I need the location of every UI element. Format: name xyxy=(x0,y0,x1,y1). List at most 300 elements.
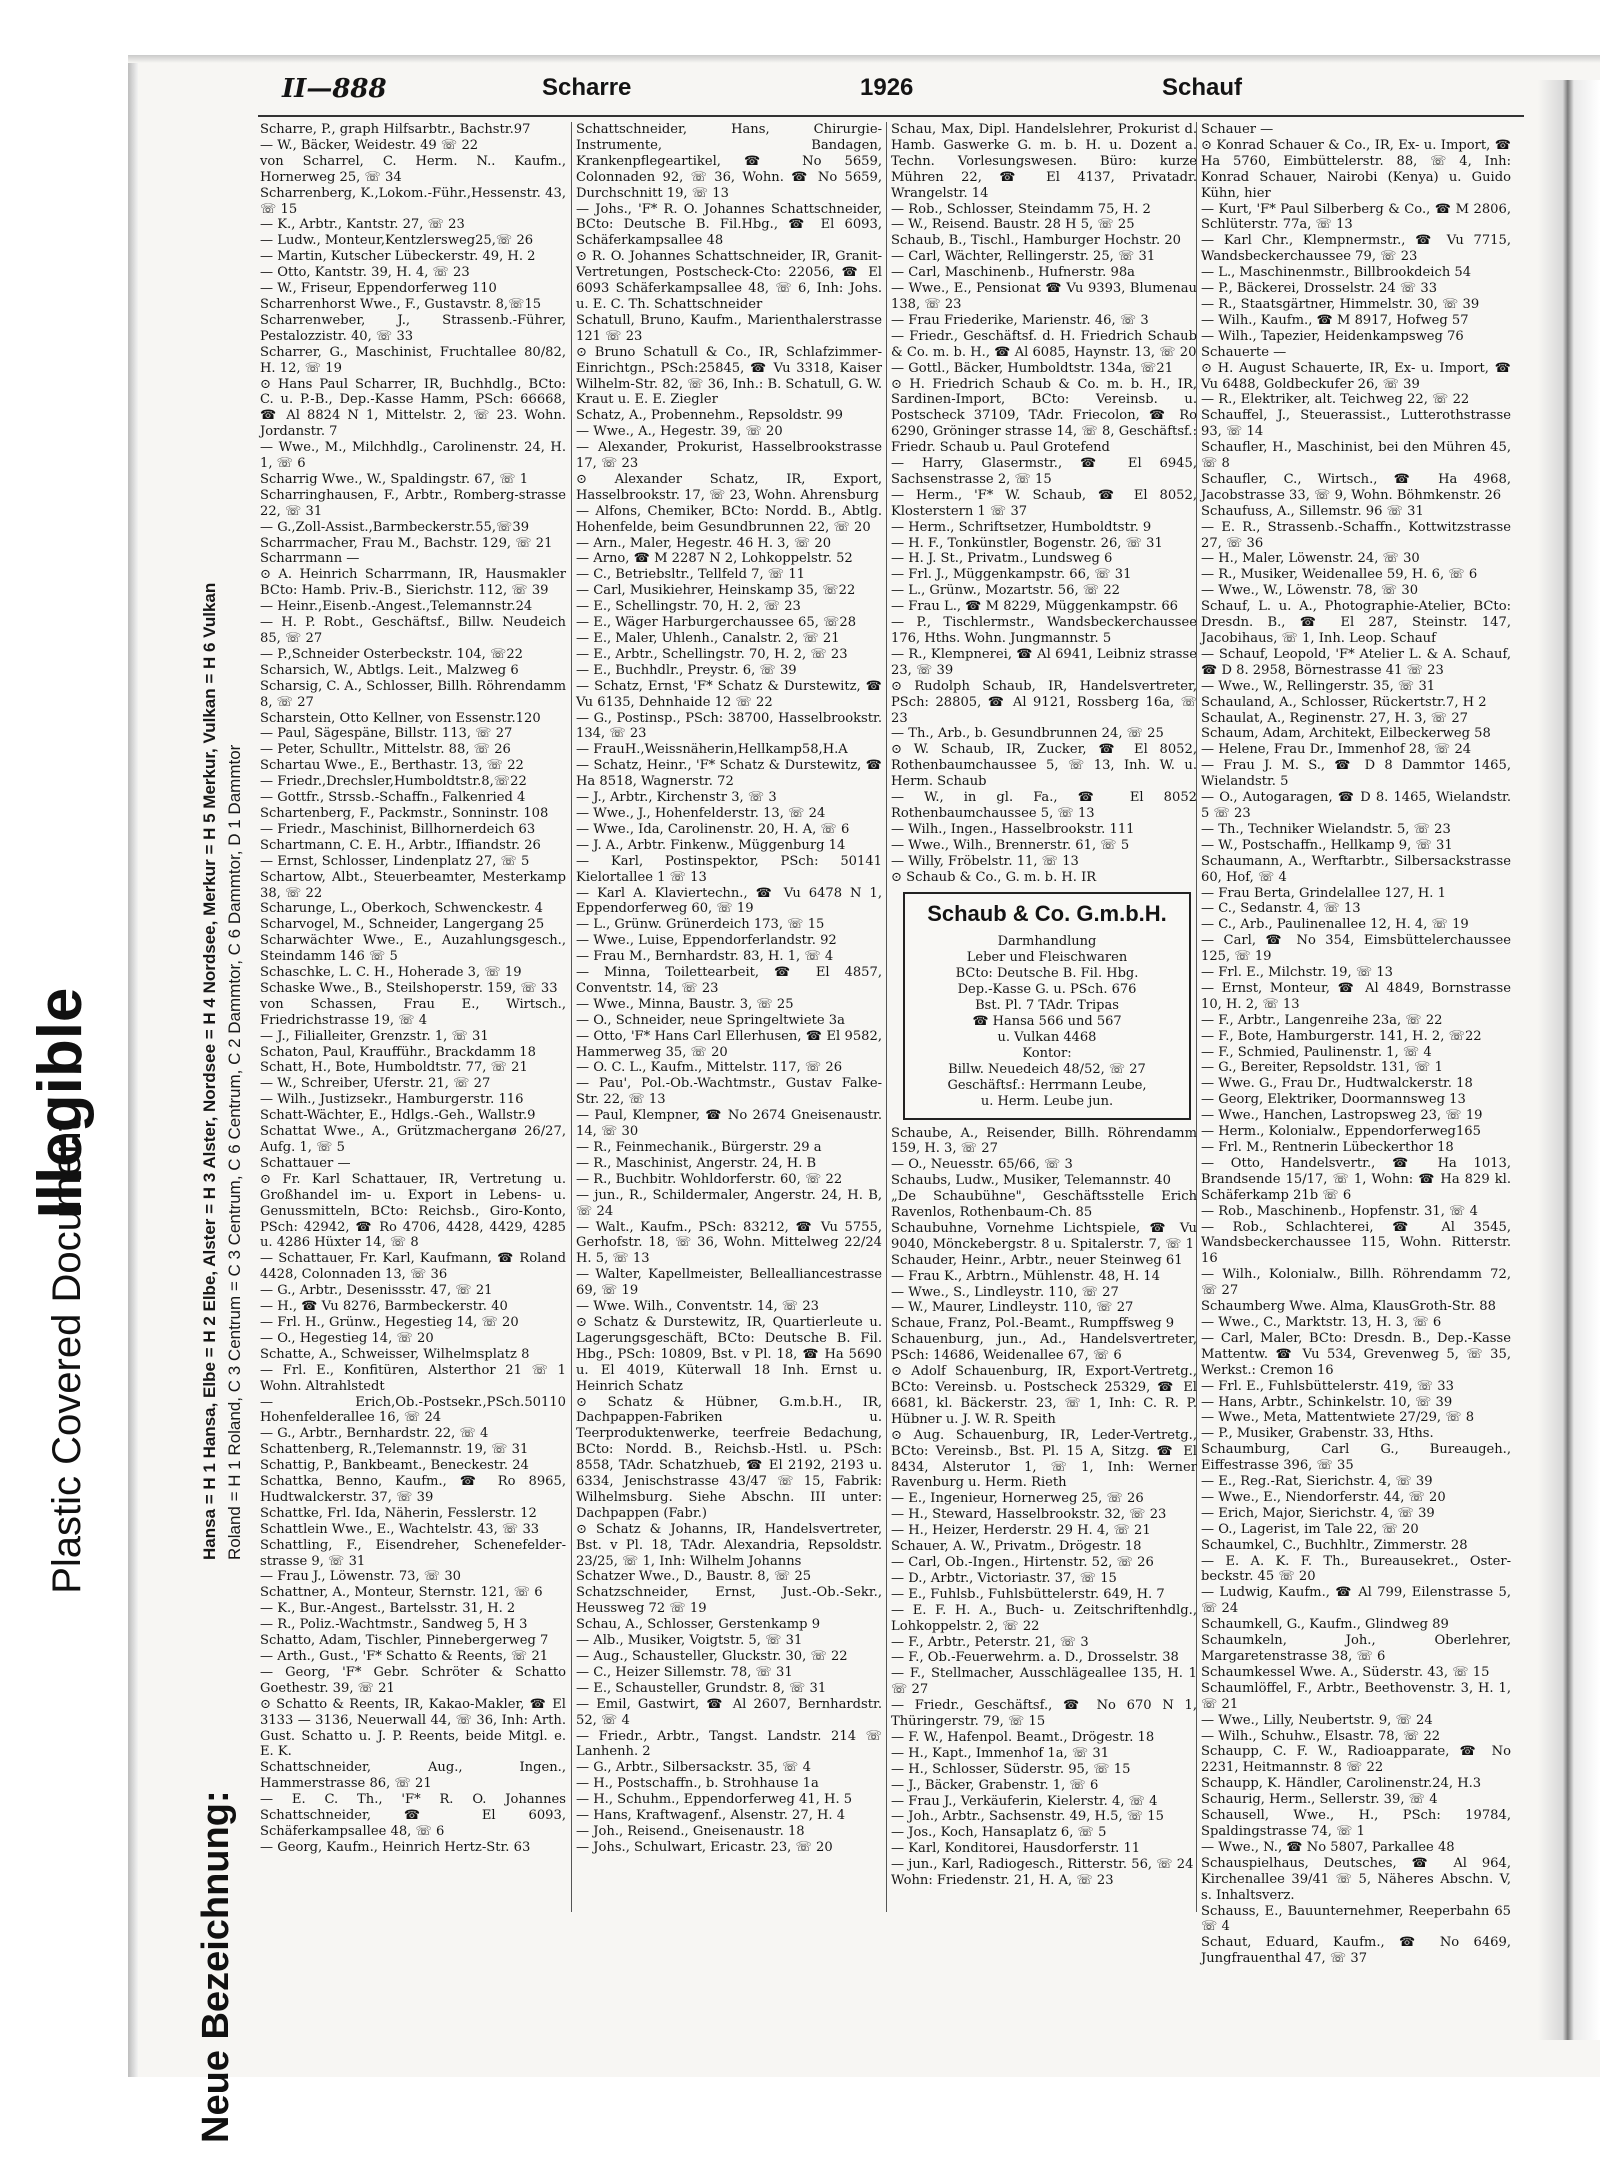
directory-entry: Schau, Max, Dipl. Handelslehrer, Prokurist d. Hamb. Gaswerke G. m. b. H. u. Dozent a. Techn. Vorlesungswesen. Büro: kurze Mühren 22, ☎ El 4137, Privatadr. Wrangelstr. 14 xyxy=(891,122,1197,201)
directory-entry: — G., Arbtr., Bernhardstr. 22, ☏ 4 xyxy=(260,1426,489,1442)
directory-entry: — Wwe., E., Niendorferstr. 44, ☏ 20 xyxy=(1201,1489,1446,1505)
directory-column-2 xyxy=(576,122,882,1922)
directory-entry: — Frl. E., Milchstr. 19, ☏ 13 xyxy=(1201,965,1394,981)
directory-entry: Schaulat, A., Reginenstr. 27, H. 3, ☏ 27 xyxy=(1201,710,1468,726)
directory-entry: Schaube, A., Reisender, Billh. Röhrendamm 159, H. 3, ☏ 27 xyxy=(891,1125,1197,1157)
page-edge-left xyxy=(128,55,138,2077)
directory-entry: — Friedr., Maschinist, Billhornerdeich 63 xyxy=(260,821,536,837)
directory-entry: — jun., R., Schildermaler, Angerstr. 24, H. B, ☏ 24 xyxy=(576,1187,882,1219)
directory-entry: Schaumberg Wwe. Alma, KlausGroth-Str. 88 xyxy=(1201,1299,1496,1315)
directory-entry: Schaumkeln, Joh., Oberlehrer, Margaretenstrasse 38, ☏ 6 xyxy=(1201,1633,1511,1664)
directory-entry: — Ludw., Monteur,Kentzlersweg25,☏ 26 xyxy=(260,233,534,249)
directory-entry: — C., Arb., Paulinenallee 12, H. 4, ☏ 19 xyxy=(1201,917,1469,933)
directory-entry: Schattka, Benno, Kaufm., ☎ Ro 8965, Hudtwalckerstr. 37, ☏ 39 xyxy=(260,1474,566,1505)
directory-entry: Schatzer Wwe., D., Baustr. 8, ☏ 25 xyxy=(576,1569,812,1585)
directory-entry: — F., Schmied, Paulinenstr. 1, ☏ 4 xyxy=(1201,1044,1432,1060)
directory-entry: — W., Friseur, Eppendorferweg 110 xyxy=(260,281,497,297)
directory-entry: — Otto, Kantstr. 39, H. 4, ☏ 23 xyxy=(260,265,470,281)
exchange-names-line-2: Roland = H 1 Roland, C 3 Centrum = C 3 Centrum, C 6 Centrum, C 2 Dammtor, C 6 Dammtor, D 1 Dammtor xyxy=(225,744,244,1560)
directory-entry: Schartenberg, F., Packmstr., Sonninstr. 108 xyxy=(260,805,549,821)
directory-entry: — Frau J., Löwenstr. 73, ☏ 30 xyxy=(260,1569,461,1585)
directory-entry: — Frl. J., Müggenkampstr. 66, ☏ 31 xyxy=(891,567,1132,583)
directory-entry: — Wwe., Minna, Baustr. 3, ☏ 25 xyxy=(576,996,794,1012)
directory-entry: — R., Staatsgärtner, Himmelstr. 30, ☏ 39 xyxy=(1201,296,1480,312)
directory-entry: — E., Schausteller, Grundstr. 8, ☏ 31 xyxy=(576,1680,827,1696)
directory-entry: ⊙ Hans Paul Scharrer, IR, Buchhdlg., BCto: C. u. P.-B., Dep.-Kasse Hamm, PSch: 66668, ☎ Al 8824 N 1, Mittelstr. 2, ☏ 23. Wohn. Jordanstr. 7 xyxy=(260,376,566,440)
directory-entry: ⊙ W. Schaub, IR, Zucker, ☎ El 8052, Rothenbaumchaussee 5, ☏ 13, Inh. W. u. Herm. Schaub xyxy=(891,742,1197,790)
directory-entry: — C., Betriebsltr., Tellfeld 7, ☏ 11 xyxy=(576,567,805,583)
directory-entry: — Frau Berta, Grindelallee 127, H. 1 xyxy=(1201,885,1446,901)
directory-entry: — Heinr.,Eisenb.-Angest.,Telemannstr.24 xyxy=(260,599,533,615)
directory-entry: Scharvogel, M., Schneider, Langergang 25 xyxy=(260,917,545,933)
directory-entry: — G., Bereiter, Repsoldstr. 131, ☏ 1 xyxy=(1201,1060,1443,1076)
directory-entry: Scharrmann — xyxy=(260,551,360,567)
directory-entry: — Gottfr., Strssb.-Schaffn., Falkenried 4 xyxy=(260,790,526,806)
page-header xyxy=(282,74,1538,114)
directory-entry: — Th., Arb., b. Gesundbrunnen 24, ☏ 25 xyxy=(891,726,1164,742)
advertisement-line: Kontor: xyxy=(1022,1045,1072,1061)
directory-entry: — D., Arbtr., Victoriastr. 37, ☏ 15 xyxy=(891,1570,1117,1586)
directory-entry: — Friedr., Arbtr., Tangst. Landstr. 214 ☏ Lanhenh. 2 xyxy=(576,1728,882,1760)
advertisement-title: Schaub & Co. G.m.b.H. xyxy=(927,900,1167,926)
directory-entry: — P., Tischlermstr., Wandsbeckerchaussee 176, Hths. Wohn. Jungmannstr. 5 xyxy=(891,615,1197,646)
directory-entry: — Rob., Schlosser, Steindamm 75, H. 2 xyxy=(891,201,1151,217)
directory-entry: — E. R., Strassenb.-Schaffn., Kottwitzstrasse 27, ☏ 36 xyxy=(1201,519,1511,551)
directory-entry: — Wwe., E., Pensionat ☎ Vu 9393, Blumenau 138, ☏ 23 xyxy=(891,281,1197,312)
directory-entry: Schauenburg, jun., Ad., Handelsvertreter, PSch: 14686, Weidenallee 67, ☏ 6 xyxy=(891,1332,1197,1364)
directory-entry: Schauss, E., Bauunternehmer, Reeperbahn 65 ☏ 4 xyxy=(1201,1903,1511,1935)
directory-entry: — Martin, Kutscher Lübeckerstr. 49, H. 2 xyxy=(260,249,536,265)
directory-entry: — G.,Zoll-Assist.,Barmbeckerstr.55,☏39 xyxy=(260,519,530,535)
directory-entry: — Schatz, Ernst, 'F* Schatz & Durstewitz, ☎ Vu 6135, Dehnhaide 12 ☏ 22 xyxy=(576,678,882,710)
directory-entry: — Wwe., Hanchen, Lastropsweg 23, ☏ 19 xyxy=(1201,1108,1483,1124)
directory-entry: — Carl, ☎ No 354, Eimsbüttelerchaussee 125, ☏ 19 xyxy=(1201,933,1511,965)
directory-entry: — Wilh., Kaufm., ☎ M 8917, Hofweg 57 xyxy=(1201,312,1469,328)
directory-entry: — J., Filialleiter, Grenzstr. 1, ☏ 31 xyxy=(260,1028,489,1044)
directory-entry: — Wwe., W., Löwenstr. 78, ☏ 30 xyxy=(1201,583,1419,599)
directory-entry: — Joh., Arbtr., Sachsenstr. 49, H.5, ☏ 15 xyxy=(891,1809,1164,1825)
advertisement-line: ☎ Hansa 566 und 567 xyxy=(972,1013,1122,1029)
page-binding-shadow xyxy=(1538,80,1600,2040)
directory-entry: Schauspielhaus, Deutsches, ☎ Al 964, Kirchenallee 39/41 ☏ 5, Näheres Abschn. V, s. Inhaltsverz. xyxy=(1201,1855,1511,1903)
directory-entry: — Walt., Kaufm., PSch: 83212, ☎ Vu 5755, Gerhofstr. 18, ☏ 36, Wohn. Mittelweg 22/24 H. 5, ☏ 13 xyxy=(576,1219,882,1267)
directory-entry: Schaumlöffel, F., Arbtr., Beethovenstr. 3, H. 1, ☏ 21 xyxy=(1201,1680,1511,1712)
directory-entry: — J., Arbtr., Kirchenstr 3, ☏ 3 xyxy=(576,790,777,806)
directory-entry: Schauer — xyxy=(1201,122,1274,137)
directory-entry: — E., Reg.-Rat, Sierichstr. 4, ☏ 39 xyxy=(1201,1474,1433,1490)
directory-entry: Scharre, P., graph Hilfsarbtr., Bachstr.97 xyxy=(260,122,531,137)
directory-entry: — Minna, Toilettearbeit, ☎ El 4857, Conventstr. 14, ☏ 23 xyxy=(576,965,882,996)
directory-entry: — O., Neuesstr. 65/66, ☏ 3 xyxy=(891,1157,1073,1173)
directory-entry: — Frau J., Verkäuferin, Kielerstr. 4, ☏ 4 xyxy=(891,1793,1158,1809)
directory-entry: ⊙ Schatz & Hübner, G.m.b.H., IR, Dachpappen-Fabriken u. Teerproduktenwerke, teerfreie Bedachung, BCto: Nordd. B., Reichsb.-Hstl. u. PSch: 8558, TAdr. Schatzhueb, ☎ El 2192, 2193 u. 6334, Jenischstrasse 43/47 ☏ 15, Fabrik: Wilhelmsburg. Siehe Abschn. III unter: Dachpappen (Fabr.) xyxy=(576,1394,882,1521)
header-first-entry: Scharre xyxy=(542,74,632,101)
directory-entry: — Karl A. Klaviertechn., ☎ Vu 6478 N 1, Eppendorferweg 60, ☏ 19 xyxy=(576,885,882,917)
directory-entry: — H., Schuhm., Eppendorferweg 41, H. 5 xyxy=(576,1792,853,1808)
neue-bezeichnung-label: Neue Bezeichnung: xyxy=(195,1790,237,2143)
directory-entry: — Wwe., A., Hegestr. 39, ☏ 20 xyxy=(576,424,783,440)
directory-entry: — Schatz, Heinr., 'F* Schatz & Durstewitz, ☎ Ha 8518, Wagnerstr. 72 xyxy=(576,758,882,790)
directory-entry: Schauffel, J., Steuerassist., Lutterothstrasse 93, ☏ 14 xyxy=(1201,408,1511,440)
directory-entry: Schattlein Wwe., E., Wachtelstr. 43, ☏ 33 xyxy=(260,1521,540,1537)
directory-entry: — Paul, Sägespäne, Billstr. 113, ☏ 27 xyxy=(260,726,513,742)
directory-entry: — E., Fuhlsb., Fuhlsbüttelerstr. 649, H. 7 xyxy=(891,1586,1165,1602)
directory-column-4 xyxy=(1201,122,1511,1967)
directory-entry: — Friedr., Geschäftsf., ☎ No 670 N 1, Thüringerstr. 79, ☏ 15 xyxy=(891,1698,1197,1730)
directory-entry: — E., Maler, Uhlenh., Canalstr. 2, ☏ 21 xyxy=(576,631,840,646)
directory-entry: — K., Arbtr., Kantstr. 27, ☏ 23 xyxy=(260,217,465,233)
directory-entry: — E., Buchhdlr., Preystr. 6, ☏ 39 xyxy=(576,662,797,678)
directory-entry: — Wwe., J., Hohenfelderstr. 13, ☏ 24 xyxy=(576,805,826,821)
directory-entry: — Georg, Kaufm., Heinrich Hertz-Str. 63 xyxy=(260,1839,531,1855)
directory-entry: Schattke, Frl. Ida, Näherin, Fesslerstr. 12 xyxy=(260,1505,537,1521)
directory-entry: Schatzschneider, Ernst, Just.-Ob.-Sekr., Heussweg 72 ☏ 19 xyxy=(576,1585,882,1617)
directory-entry: — Carl, Ob.-Ingen., Hirtenstr. 52, ☏ 26 xyxy=(891,1554,1154,1570)
directory-entry: — Otto, Handelsvertr., ☎ Ha 1013, Brandsende 15/17, ☏ 1, Wohn: ☎ Ha 829 kl. Schäferkamp 21b ☏ 6 xyxy=(1201,1155,1511,1203)
page-number: II—888 xyxy=(282,74,387,104)
directory-entry: — Carl, Musikiehrer, Heinskamp 35, ☏22 xyxy=(576,583,856,599)
directory-entry: — E., Wäger Harburgerchaussee 65, ☏28 xyxy=(576,615,857,631)
directory-entry: Schatt-Wächter, E., Hdlgs.-Geh., Wallstr.9 xyxy=(260,1108,536,1124)
directory-entry: ⊙ Schaub & Co., G. m. b. H. IR xyxy=(891,869,1097,885)
directory-entry: — E. A. K. F. Th., Bureausekret., Oster-beckstr. 45 ☏ 20 xyxy=(1201,1553,1511,1585)
directory-entry: — F., Bote, Hamburgerstr. 141, H. 2, ☏22 xyxy=(1201,1028,1482,1044)
directory-entry: — Frl. E., Konfitüren, Alsterthor 21 ☏ 1 Wohn. Altrahlstedt xyxy=(260,1362,566,1394)
directory-entry: — F., Stellmacher, Ausschlägeallee 135, H. 1 ☏ 27 xyxy=(891,1666,1197,1698)
directory-entry: — Schattauer, Fr. Karl, Kaufmann, ☎ Roland 4428, Colonnaden 13, ☏ 36 xyxy=(260,1251,566,1283)
directory-entry: Schaupp, C. F. W., Radioapparate, ☎ No 2231, Heitmannstr. 8 ☏ 22 xyxy=(1201,1744,1511,1776)
directory-column-1 xyxy=(260,122,566,1922)
directory-entry: — H., Maler, Löwenstr. 24, ☏ 30 xyxy=(1201,551,1420,567)
directory-entry: — C., Sedanstr. 4, ☏ 13 xyxy=(1201,901,1361,917)
directory-entry: Schausell, Wwe., H., PSch: 19784, Spaldingstrasse 74, ☏ 1 xyxy=(1201,1808,1511,1839)
directory-entry: Schaubs, Ludw., Musiker, Telemannstr. 40 xyxy=(891,1173,1171,1189)
directory-entry: Schaut, Eduard, Kaufm., ☎ No 6469, Jungfrauenthal 47, ☏ 37 xyxy=(1201,1935,1511,1967)
directory-entry: Schatt, H., Bote, Humboldtstr. 77, ☏ 21 xyxy=(260,1060,528,1076)
directory-entry: — H., Kapt., Immenhof 1a, ☏ 31 xyxy=(891,1745,1110,1761)
directory-entry: Scharrer, G., Maschinist, Fruchtallee 80/82, H. 12, ☏ 19 xyxy=(260,344,566,376)
directory-entry: — Carl, Maler, BCto: Dresdn. B., Dep.-Kasse Mattentw. ☎ Vu 534, Grevenweg 5, ☏ 35, Werkst.: Cremon 16 xyxy=(1201,1330,1511,1378)
directory-entry: — R., Elektriker, alt. Teichweg 22, ☏ 22 xyxy=(1201,392,1470,408)
directory-entry: — Wwe., Wilh., Brennerstr. 61, ☏ 5 xyxy=(891,837,1130,853)
directory-entry: — W., Maurer, Lindleystr. 110, ☏ 27 xyxy=(891,1300,1134,1316)
directory-entry: Schattschneider, Hans, Chirurgie-Instrumente, Bandagen, Krankenpflegeartikel, ☎ No 5659, Colonnaden 92, ☏ 36, Wohn. ☎ No 5659, Durchschnitt 19, ☏ 13 xyxy=(576,122,882,201)
directory-entry: — P.,Schneider Osterbeckstr. 104, ☏22 xyxy=(260,646,523,662)
directory-entry: Scharstein, Otto Kellner, von Essenstr.120 xyxy=(260,710,541,726)
directory-entry: Schauf, L. u. A., Photographie-Atelier, BCto: Dresdn. B., ☎ El 287, Steinstr. 147, Jacobihaus, ☏ 1, Inh. Leop. Schauf xyxy=(1201,599,1511,646)
directory-entry: Schatull, Bruno, Kaufm., Marienthalerstrasse 121 ☏ 23 xyxy=(576,312,882,344)
directory-entry: — Johs., 'F* R. O. Johannes Schattschneider, BCto: Deutsche B. Fil.Hbg., ☎ El 6093, Schäferkampsallee 48 xyxy=(576,201,882,249)
directory-entry: — Walter, Kapellmeister, Bellealliancestrasse 69, ☏ 19 xyxy=(576,1267,882,1299)
directory-entry: — Carl, Wächter, Rellingerstr. 25, ☏ 31 xyxy=(891,249,1156,265)
directory-entry: — Rob., Schlachterei, ☎ Al 3545, Wandsbeckerchaussee 115, Wohn. Ritterstr. 16 xyxy=(1201,1219,1511,1267)
directory-entry: — Friedr., Geschäftsf. d. H. Friedrich Schaub & Co. m. b. H., ☎ Al 6085, Haynstr. 13, ☏ 20 xyxy=(891,328,1197,360)
directory-entry: Scharrmacher, Frau M., Bachstr. 129, ☏ 21 xyxy=(260,535,553,551)
directory-entry: — C., Heizer Sillemstr. 78, ☏ 31 xyxy=(576,1664,793,1680)
advertisement-line: Darmhandlung xyxy=(997,933,1097,949)
directory-entry: — W., Reisend. Baustr. 28 H 5, ☏ 25 xyxy=(891,217,1135,233)
directory-entry: Schatz, A., Probennehm., Repsoldstr. 99 xyxy=(576,408,843,424)
advertisement-line: Dep.-Kasse G. u. PSch. 676 xyxy=(957,981,1137,997)
directory-entry: — Frl. M., Rentnerin Lübeckerthor 18 xyxy=(1201,1140,1454,1155)
directory-entry: — W., Bäcker, Weidestr. 49 ☏ 22 xyxy=(260,137,479,153)
directory-entry: Schauland, A., Schlosser, Rückertstr.7, H 2 xyxy=(1201,694,1487,710)
directory-entry: — Johs., Schulwart, Ericastr. 23, ☏ 20 xyxy=(576,1839,833,1855)
directory-entry: — Wwe. Wilh., Conventstr. 14, ☏ 23 xyxy=(576,1299,820,1315)
directory-entry: — H., Postschaffn., b. Strohhause 1a xyxy=(576,1776,819,1792)
directory-entry: — H. P. Robt., Geschäftsf., Billw. Neudeich 85, ☏ 27 xyxy=(260,615,566,646)
directory-entry: Schattat Wwe., A., Grützmacherganø 26/27, Aufg. 1, ☏ 5 xyxy=(260,1124,566,1155)
directory-entry: ⊙ Schatz & Durstewitz, IR, Quartierleute u. Lagerungsgeschäft, BCto: Deutsche B. Fil. Hbg., PSch: 10809, Bst. v Pl. 18, ☎ Ha 5690 u. El 4019, Küterwall 18 Inh. Ernst u. Heinrich Schatz xyxy=(576,1314,882,1394)
directory-entry: Schaumkessel Wwe. A., Süderstr. 43, ☏ 15 xyxy=(1201,1664,1490,1680)
directory-entry: Schaumkell, G., Kaufm., Glindweg 89 xyxy=(1201,1617,1449,1633)
directory-entry: — Georg, 'F* Gebr. Schröter & Schatto Goethestr. 39, ☏ 21 xyxy=(260,1664,566,1696)
directory-entry: — Alfons, Chemiker, BCto: Nordd. B., Abtlg. Hohenfelde, beim Gesundbrunnen 22, ☏ 20 xyxy=(576,503,882,535)
directory-entry: „De Schaubühne", Geschäftsstelle Erich Ravenlos, Rothenbaum-Ch. 85 xyxy=(891,1189,1197,1221)
directory-entry: — Frau Friederike, Marienstr. 46, ☏ 3 xyxy=(891,312,1149,328)
directory-entry: Schartau Wwe., E., Berthastr. 13, ☏ 22 xyxy=(260,758,524,774)
directory-entry: — Rob., Maschinenb., Hopfenstr. 31, ☏ 4 xyxy=(1201,1203,1478,1219)
directory-entry: Schattig, P., Bankbeamt., Beneckestr. 24 xyxy=(260,1458,529,1474)
advertisement-line: Billw. Neuedeich 48/52, ☏ 27 xyxy=(948,1061,1146,1077)
directory-entry: — Wwe., Luise, Eppendorferlandstr. 92 xyxy=(576,933,837,949)
exchange-names-line-1: Hansa = H 1 Hansa, Elbe = H 2 Elbe, Alster = H 3 Alster, Nordsee = H 4 Nordsee, Merkur = H 5 Merkur, Vulkan = H 6 Vulkan xyxy=(200,582,219,1560)
directory-entry: Scharrenhorst Wwe., F., Gustavstr. 8,☏15 xyxy=(260,296,542,312)
column-divider xyxy=(886,122,887,1912)
directory-entry: — FrauH.,Weissnäherin,Hellkamp58,H.A xyxy=(576,742,848,758)
directory-entry: ⊙ Bruno Schatull & Co., IR, Schlafzimmer-Einrichtgn., PSch:25845, ☎ Vu 3318, Kaiser Wilhelm-Str. 82, ☏ 36, Inh.: B. Schatull, G. W. Kraut u. E. E. Ziegler xyxy=(576,344,883,408)
directory-entry: — E., Schellingstr. 70, H. 2, ☏ 23 xyxy=(576,599,801,615)
directory-entry: — Otto, 'F* Hans Carl Ellerhusen, ☎ El 9582, Hammerweg 35, ☏ 20 xyxy=(576,1028,882,1060)
directory-entry: — J., Bäcker, Grabenstr. 1, ☏ 6 xyxy=(891,1777,1099,1793)
directory-entry: — Herm., Schriftsetzer, Humboldtstr. 9 xyxy=(891,519,1152,535)
directory-entry: Wohn: Friedenstr. 21, H. A, ☏ 23 xyxy=(891,1873,1114,1889)
directory-entry: — Herm., 'F* W. Schaub, ☎ El 8052, Klosterstern 1 ☏ 37 xyxy=(891,487,1197,519)
directory-entry: — O., Hegestieg 14, ☏ 20 xyxy=(260,1330,434,1346)
directory-entry: Scharsig, C. A., Schlosser, Billh. Röhrendamm 8, ☏ 27 xyxy=(260,678,566,710)
directory-entry: Schaumann, A., Werftarbtr., Silbersackstrasse 60, Hof, ☏ 4 xyxy=(1201,853,1511,885)
directory-entry: — Carl, Maschinenb., Hufnerstr. 98a xyxy=(891,265,1135,281)
directory-entry: Schattschneider, Aug., Ingen., Hammerstrasse 86, ☏ 21 xyxy=(260,1760,566,1792)
directory-entry: ⊙ H. August Schauerte, IR, Ex- u. Import, ☎ Vu 6488, Goldbeckufer 26, ☏ 39 xyxy=(1201,360,1511,392)
directory-entry: von Schassen, Frau E., Wirtsch., Friedrichstrasse 19, ☏ 4 xyxy=(260,996,566,1028)
directory-entry: — E. F. H. A., Buch- u. Zeitschriftenhdlg., Lohkoppelstr. 2, ☏ 22 xyxy=(891,1602,1197,1634)
directory-entry: Schattling, F., Eisendreher, Schenefelder-strasse 9, ☏ 31 xyxy=(260,1537,566,1569)
directory-entry: — R., Maschinist, Angerstr. 24, H. B xyxy=(576,1155,817,1171)
directory-entry: — H. F., Tonkünstler, Bogenstr. 26, ☏ 31 xyxy=(891,535,1163,551)
directory-entry: Schaub, B., Tischl., Hamburger Hochstr. 20 xyxy=(891,233,1181,249)
directory-entry: — Georg, Elektriker, Doormannsweg 13 xyxy=(1201,1092,1466,1108)
directory-entry: — F., Arbtr., Peterstr. 21, ☏ 3 xyxy=(891,1634,1089,1650)
directory-entry: — Erich,Ob.-Postsekr.,PSch.50110 Hohenfelderallee 16, ☏ 24 xyxy=(260,1394,566,1426)
directory-entry: — Kurt, 'F* Paul Silberberg & Co., ☎ M 2806, Schlüterstr. 77a, ☏ 13 xyxy=(1201,201,1511,233)
directory-entry: — G., Arbtr., Desenissstr. 47, ☏ 21 xyxy=(260,1283,493,1299)
directory-entry: — Arno, ☎ M 2287 N 2, Lohkoppelstr. 52 xyxy=(576,551,853,567)
directory-entry: — R., Klempnerei, ☎ Al 6941, Leibniz strasse 23, ☏ 39 xyxy=(891,646,1197,678)
directory-entry: Schaufuss, A., Sillemstr. 96 ☏ 31 xyxy=(1201,503,1424,519)
directory-entry: — Gottl., Bäcker, Humboldtstr. 134a, ☏21 xyxy=(891,360,1174,376)
directory-entry: ⊙ Adolf Schauenburg, IR, Export-Vertretg., BCto: Vereinsb. u. Postscheck 25329, ☎ El 6681, kl. Bäckerstr. 23, ☏ 1, Inh: C. R. P. Hübner u. J. W. R. Speith xyxy=(891,1364,1197,1427)
directory-entry: — Emil, Gastwirt, ☎ Al 2607, Bernhardstr. 52, ☏ 4 xyxy=(576,1696,882,1728)
directory-entry: — Arth., Gust., 'F* Schatto & Reents, ☏ 21 xyxy=(260,1649,549,1664)
directory-entry: — R., Feinmechanik., Bürgerstr. 29 a xyxy=(576,1140,822,1155)
directory-entry: ⊙ Aug. Schauenburg, IR, Leder-Vertretg., BCto: Vereinsb., Bst. Pl. 15 A, Sitzg. ☎ El 8434, Alsterutor 1, ☏ 1, Inh: Werner Ravenburg u. Herm. Rieth xyxy=(891,1427,1197,1491)
directory-entry: — Frau K., Arbtrn., Mühlenstr. 48, H. 14 xyxy=(891,1268,1160,1284)
directory-entry: — Hans, Arbtr., Schinkelstr. 10, ☏ 39 xyxy=(1201,1394,1453,1410)
header-year: 1926 xyxy=(860,74,914,101)
directory-entry: — J. A., Arbtr. Finkenw., Müggenburg 14 xyxy=(576,837,846,853)
directory-entry: — E., Arbtr., Schellingstr. 70, H. 2, ☏ 23 xyxy=(576,646,848,662)
directory-entry: Scharwächter Wwe., E., Auzahlungsgesch., Steindamm 146 ☏ 5 xyxy=(260,933,566,965)
directory-entry: — Wwe., Lilly, Neubertstr. 9, ☏ 24 xyxy=(1201,1712,1433,1728)
directory-entry: ⊙ A. Heinrich Scharrmann, IR, Hausmakler BCto: Hamb. Priv.-B., Sierichstr. 112, ☏ 39 xyxy=(260,567,566,599)
directory-entry: — Wilh., Tapezier, Heidenkampsweg 76 xyxy=(1201,328,1464,344)
directory-entry: Schauer, A. W., Privatm., Drögestr. 18 xyxy=(891,1539,1142,1555)
directory-entry: ⊙ R. O. Johannes Schattschneider, IR, Granit-Vertretungen, Postscheck-Cto: 22056, ☎ El 6093 Schäferkampsallee 48, ☏ 6, Inh: Johs. u. E. C. Th. Schattschneider xyxy=(576,249,882,312)
header-rule xyxy=(258,115,1524,117)
directory-entry: — Helene, Frau Dr., Immenhof 28, ☏ 24 xyxy=(1201,742,1472,758)
directory-entry: Schaupp, K. Händler, Carolinenstr.24, H.3 xyxy=(1201,1776,1482,1792)
directory-entry: Scharunge, L., Oberkoch, Schwenckestr. 4 xyxy=(260,901,543,917)
illegible-label: Illegible xyxy=(26,987,95,1219)
directory-entry: — W., Postschaffn., Hellkamp 9, ☏ 31 xyxy=(1201,837,1453,853)
advertisement-line: Geschäftsf.: Herrmann Leube, xyxy=(947,1077,1147,1093)
directory-entry: — Wwe. G., Frau Dr., Hudtwalckerstr. 18 xyxy=(1201,1076,1473,1092)
directory-entry: — O., Autogaragen, ☎ D 8. 1465, Wielandstr. 5 ☏ 23 xyxy=(1201,790,1511,821)
directory-entry: ⊙ Schatto & Reents, IR, Kakao-Makler, ☎ El 3133 — 3136, Neuerwall 44, ☏ 36, Inh: Arth. Gust. Schatto u. J. P. Reents, beide Mitgl. e. E. K. xyxy=(260,1696,566,1760)
directory-entry: — Frl. E., Fuhlsbüttelerstr. 419, ☏ 33 xyxy=(1201,1378,1454,1394)
directory-entry: — E. C. Th., 'F* R. O. Johannes Schattschneider, ☎ El 6093, Schäferkampsallee 48, ☏ 6 xyxy=(260,1792,566,1839)
directory-entry: — H., Steward, Hasselbrookstr. 32, ☏ 23 xyxy=(891,1507,1167,1523)
directory-entry: — Alb., Musiker, Voigtstr. 5, ☏ 31 xyxy=(576,1633,803,1649)
directory-entry: — O. C. L., Kaufm., Mittelstr. 117, ☏ 26 xyxy=(576,1060,843,1076)
directory-entry: Schartmann, C. E. H., Arbtr., Iffiandstr. 26 xyxy=(260,837,541,853)
directory-entry: Schaufler, H., Maschinist, bei den Mühren 45, ☏ 8 xyxy=(1201,440,1511,472)
directory-entry: Scharringhausen, F., Arbtr., Romberg-strasse 22, ☏ 31 xyxy=(260,487,566,519)
directory-entry: Schaum, Adam, Architekt, Eilbeckerweg 58 xyxy=(1201,726,1491,742)
directory-entry: Scharrenberg, K.,Lokom.-Führ.,Hessenstr. 43, ☏ 15 xyxy=(260,185,566,217)
directory-entry: — O., Schneider, neue Springeltwiete 3a xyxy=(576,1012,845,1028)
directory-entry: — H., ☎ Vu 8276, Barmbeckerstr. 40 xyxy=(260,1299,508,1315)
directory-entry: — jun., Karl, Radiogesch., Ritterstr. 56, ☏ 24 xyxy=(891,1857,1194,1873)
directory-entry: — R., Musiker, Weidenallee 59, H. 6, ☏ 6 xyxy=(1201,567,1478,583)
advertisement-line: u. Herm. Leube jun. xyxy=(980,1093,1114,1109)
directory-entry: Schaton, Paul, Kraufführ., Brackdamm 18 xyxy=(260,1044,536,1060)
directory-entry: Schaske Wwe., B., Steilshoperstr. 159, ☏ 33 xyxy=(260,980,558,996)
directory-entry: ⊙ H. Friedrich Schaub & Co. m. b. H., IR, Sardinen-Import, BCto: Vereinsb. u. Postscheck 37109, TAdr. Friecolon, ☎ Ro 6290, Gröninger strasse 14, ☏ 8, Geschäftsf.: Friedr. Schaub u. Paul Grotefend xyxy=(891,376,1197,456)
directory-entry: — H. J. St., Privatm., Lundsweg 6 xyxy=(891,551,1113,567)
directory-entry: — Wilh., Kolonialw., Billh. Röhrendamm 72, ☏ 27 xyxy=(1201,1267,1511,1299)
directory-entry: Scharrenweber, J., Strassenb.-Führer, Pestalozzistr. 40, ☏ 33 xyxy=(260,312,566,344)
advertisement-line: Leber und Fleischwaren xyxy=(966,949,1128,965)
directory-entry: — F. W., Hafenpol. Beamt., Drögestr. 18 xyxy=(891,1729,1155,1745)
directory-entry: — Frau L., ☎ M 8229, Müggenkampstr. 66 xyxy=(891,599,1178,615)
directory-entry: — Frau M., Bernhardstr. 83, H. 1, ☏ 4 xyxy=(576,949,834,965)
directory-entry: — L., Grünw. Grünerdeich 173, ☏ 15 xyxy=(576,917,825,933)
directory-entry: — Arn., Maler, Hegestr. 46 H. 3, ☏ 20 xyxy=(576,535,832,551)
directory-entry: — G., Postinsp., PSch: 38700, Hasselbrookstr. 134, ☏ 23 xyxy=(576,710,882,742)
directory-entry: — P., Musiker, Grabenstr. 33, Hths. xyxy=(1201,1426,1434,1442)
directory-entry: — L., Maschinenmstr., Billbrookdeich 54 xyxy=(1201,265,1472,281)
directory-entry: Schattauer — xyxy=(260,1155,351,1171)
advertisement-line: u. Vulkan 4468 xyxy=(997,1029,1097,1045)
directory-entry: — Jos., Koch, Hansaplatz 6, ☏ 5 xyxy=(891,1825,1107,1841)
directory-entry: — Hans, Kraftwagenf., Alsenstr. 27, H. 4 xyxy=(576,1808,846,1824)
directory-entry: — Ludwig, Kaufm., ☎ Al 799, Eilenstrasse 5, ☏ 24 xyxy=(1201,1585,1511,1617)
directory-entry: Schauerte — xyxy=(1201,344,1287,360)
directory-entry: Schaurig, Herm., Sellerstr. 39, ☏ 4 xyxy=(1201,1792,1438,1808)
directory-entry: Schaumburg, Carl G., Bureaugeh., Eiffestrasse 396, ☏ 35 xyxy=(1201,1442,1511,1474)
directory-entry: — Th., Techniker Wielandstr. 5, ☏ 23 xyxy=(1201,821,1451,837)
directory-entry: — Pau', Pol.-Ob.-Wachtmstr., Gustav Falke-Str. 22, ☏ 13 xyxy=(576,1076,882,1108)
header-last-entry: Schauf xyxy=(1162,74,1243,101)
directory-entry: Schauder, Heinr., Arbtr., neuer Steinweg 61 xyxy=(891,1252,1183,1268)
directory-entry: — R., Buchbitr. Wohldorferstr. 60, ☏ 22 xyxy=(576,1171,843,1187)
directory-entry: Schattner, A., Monteur, Sternstr. 121, ☏ 6 xyxy=(260,1585,543,1601)
directory-entry: — P., Bäckerei, Drosselstr. 24 ☏ 33 xyxy=(1201,281,1438,297)
directory-entry: — H., Schlosser, Süderstr. 95, ☏ 15 xyxy=(891,1761,1131,1777)
advertisement-line: BCto: Deutsche B. Fil. Hbg. xyxy=(955,965,1139,981)
directory-entry: — F., Arbtr., Langenreihe 23a, ☏ 22 xyxy=(1201,1012,1443,1028)
directory-entry: — Wwe., W., Rellingerstr. 35, ☏ 31 xyxy=(1201,678,1436,694)
directory-entry: — Ernst, Schlosser, Lindenplatz 27, ☏ 5 xyxy=(260,853,530,869)
advertisement-line: Bst. Pl. 7 TAdr. Tripas xyxy=(975,997,1119,1013)
directory-entry: — Willy, Fröbelstr. 11, ☏ 13 xyxy=(891,853,1079,869)
directory-entry: Scharsich, W., Abtlgs. Leit., Malzweg 6 xyxy=(260,662,519,678)
directory-entry: Scharrig Wwe., W., Spaldingstr. 67, ☏ 1 xyxy=(260,471,529,487)
directory-entry: Schau, A., Schlosser, Gerstenkamp 9 xyxy=(576,1617,821,1633)
directory-entry: — E., Ingenieur, Hornerweg 25, ☏ 26 xyxy=(891,1491,1144,1507)
directory-entry: — Peter, Schulltr., Mittelstr. 88, ☏ 26 xyxy=(260,742,511,758)
directory-entry: ⊙ Alexander Schatz, IR, Export, Hasselbrookstr. 17, ☏ 23, Wohn. Ahrensburg xyxy=(576,471,882,503)
directory-entry: — R., Poliz.-Wachtmstr., Sandweg 5, H 3 xyxy=(260,1617,528,1633)
directory-entry: — Joh., Reisend., Gneisenaustr. 18 xyxy=(576,1823,805,1839)
directory-entry: — L., Grünw., Mozartstr. 56, ☏ 22 xyxy=(891,583,1120,599)
directory-entry: — Frau J. M. S., ☎ D 8 Dammtor 1465, Wielandstr. 5 xyxy=(1201,758,1511,790)
directory-entry: — Wwe., Ida, Carolinenstr. 20, H. A, ☏ 6 xyxy=(576,821,850,837)
directory-entry: — Schauf, Leopold, 'F* Atelier L. & A. Schauf, ☎ D 8. 2958, Börnestrasse 41 ☏ 23 xyxy=(1201,646,1511,678)
directory-entry: ⊙ Fr. Karl Schattauer, IR, Vertretung u. Großhandel im- u. Export in Lebens- u. Genussmitteln, BCto: Reichsb., Giro-Konto, PSch: 42942, ☎ Ro 4706, 4428, 4429, 4285 u. 4286 Hüxter 14, ☏ 8 xyxy=(260,1171,566,1251)
directory-entry: — Wilh., Justizsekr., Hamburgerstr. 116 xyxy=(260,1092,524,1108)
directory-entry: — O., Lagerist, im Tale 22, ☏ 20 xyxy=(1201,1521,1419,1537)
directory-entry: ⊙ Rudolph Schaub, IR, Handelsvertreter, PSch: 28805, ☎ Al 9121, Rossberg 16a, ☏ 23 xyxy=(891,678,1197,726)
column-divider xyxy=(571,122,572,1912)
directory-entry: Schaubuhne, Vornehme Lichtspiele, ☎ Vu 9040, Mönckebergstr. 8 u. Spitalerstr. 7, ☏ 1 xyxy=(891,1220,1197,1252)
directory-entry: ⊙ Schatz & Johanns, IR, Handelsvertreter, Bst. v Pl. 18, TAdr. Alexandria, Repsoldstr. 23/25, ☏ 1, Inh: Wilhelm Johanns xyxy=(576,1521,882,1569)
directory-column-3 xyxy=(891,122,1197,1922)
directory-entry: — Herm., Kolonialw., Eppendorferweg165 xyxy=(1201,1124,1481,1140)
directory-entry: — Karl, Postinspektor, PSch: 50141 Kielortallee 1 ☏ 13 xyxy=(576,853,882,885)
directory-entry: ⊙ Konrad Schauer & Co., IR, Ex- u. Import, ☎ Ha 5760, Eimbüttelerstr. 88, ☏ 4, Inh: Konrad Schauer, Nairobi (Kenya) u. Guido Kühn, hier xyxy=(1201,137,1511,201)
directory-entry: Schaumkel, C., Buchhltr., Zimmerstr. 28 xyxy=(1201,1537,1468,1553)
directory-entry: — Wwe., S., Lindleystr. 110, ☏ 27 xyxy=(891,1284,1119,1300)
directory-entry: — Alexander, Prokurist, Hasselbrookstrasse 17, ☏ 23 xyxy=(576,440,882,472)
directory-entry: Schaschke, L. C. H., Hoherade 3, ☏ 19 xyxy=(260,965,522,981)
directory-entry: — G., Arbtr., Silbersackstr. 35, ☏ 4 xyxy=(576,1760,811,1776)
directory-entry: — Aug., Schausteller, Gluckstr. 30, ☏ 22 xyxy=(576,1649,848,1664)
directory-entry: — Wilh., Schuhw., Elsastr. 78, ☏ 22 xyxy=(1201,1728,1441,1744)
directory-entry: Schattenberg, R.,Telemannstr. 19, ☏ 31 xyxy=(260,1442,529,1458)
directory-entry: von Scharrel, C. Herm. N.. Kaufm., Hornerweg 25, ☏ 34 xyxy=(260,153,566,185)
directory-entry: — Wilh., Ingen., Hasselbrookstr. 111 xyxy=(891,821,1135,837)
directory-entry: — Harry, Glasermstr., ☎ El 6945, Sachsenstrasse 2, ☏ 15 xyxy=(891,456,1197,487)
advertisement-box xyxy=(903,892,1191,1120)
directory-entry: Schatto, Adam, Tischler, Pinnebergerweg 7 xyxy=(260,1633,549,1649)
directory-entry: — Frl. H., Grünw., Hegestieg 14, ☏ 20 xyxy=(260,1314,519,1330)
directory-entry: — Friedr.,Drechsler,Humboldtstr.8,☏22 xyxy=(260,774,527,790)
directory-entry: Schatte, A., Schweisser, Wilhelmsplatz 8 xyxy=(260,1346,530,1362)
directory-entry: — F., Ob.-Feuerwehrm. a. D., Drosselstr. 38 xyxy=(891,1650,1179,1666)
